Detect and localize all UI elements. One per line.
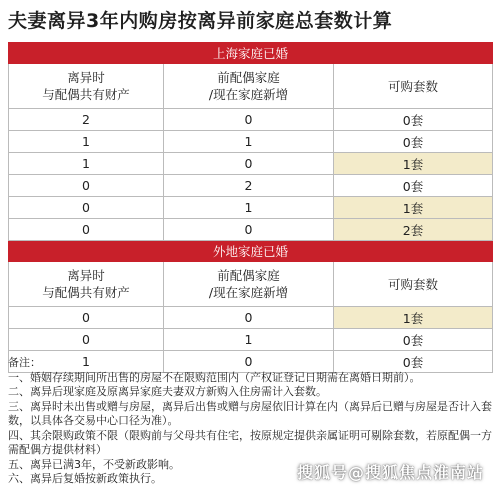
table-row: [9, 329, 493, 351]
header-new-family: 前配偶家庭 /现在家庭新增: [164, 262, 334, 307]
cell-new: 1: [164, 329, 334, 351]
note-item: 三、离异时未出售或赠与房屋，离异后出售或赠与房屋依旧计算在内（离异后已赠与房屋是否计入套数，以具体各交易中心口径为准）。: [8, 399, 492, 427]
header-joint-property: 离异时 与配偶共有财产: [9, 64, 164, 109]
table-header: [9, 64, 493, 109]
cell-joint: 1: [9, 131, 164, 153]
note-item: 一、婚姻存续期间所出售的房屋不在限购范围内（产权证登记日期需在离婚日期前）。: [8, 370, 421, 384]
cell-joint: 1: [9, 153, 164, 175]
header-new-family: 前配偶家庭 /现在家庭新增: [164, 64, 334, 109]
cell-new: 0: [164, 351, 334, 373]
cell-new: 2: [164, 175, 334, 197]
cell-joint: 0: [9, 219, 164, 241]
table-row: [9, 175, 493, 197]
note-item: 五、离异已满3年，不受新政影响。: [8, 457, 180, 471]
cell-new: 0: [164, 307, 334, 329]
cell-joint: 2: [9, 109, 164, 131]
cell-count: 0套: [334, 175, 493, 197]
cell-new: 1: [164, 131, 334, 153]
table-row: [9, 197, 493, 219]
table-row: [9, 109, 493, 131]
cell-joint: 0: [9, 197, 164, 219]
cell-count: 1套: [334, 307, 493, 329]
cell-joint: 0: [9, 307, 164, 329]
note-item: 六、离异后复婚按新政策执行。: [8, 472, 162, 485]
table-header: [9, 262, 493, 307]
cell-new: 1: [164, 197, 334, 219]
table-row: [9, 153, 493, 175]
table-row: [9, 131, 493, 153]
cell-count: 2套: [334, 219, 493, 241]
section-label: 上海家庭已婚: [9, 43, 493, 64]
cell-joint: 0: [9, 175, 164, 197]
cell-count: 0套: [334, 351, 493, 373]
section-label: 外地家庭已婚: [9, 241, 493, 262]
cell-count: 1套: [334, 153, 493, 175]
cell-new: 0: [164, 219, 334, 241]
notes-heading: 备注：: [8, 356, 41, 369]
cell-count: 1套: [334, 197, 493, 219]
section-waidi: [9, 241, 493, 262]
table-row: [9, 219, 493, 241]
cell-new: 0: [164, 109, 334, 131]
header-purchasable: 可购套数: [334, 64, 493, 109]
cell-new: 0: [164, 153, 334, 175]
cell-joint: 0: [9, 329, 164, 351]
cell-count: 0套: [334, 131, 493, 153]
page-title: 夫妻离异3年内购房按离异前家庭总套数计算: [8, 10, 393, 32]
purchase-count-table: [8, 42, 493, 373]
header-joint-property: 离异时 与配偶共有财产: [9, 262, 164, 307]
table-row: [9, 307, 493, 329]
header-purchasable: 可购套数: [334, 262, 493, 307]
watermark: 搜狐号@搜狐焦点淮南站: [296, 463, 484, 482]
cell-count: 0套: [334, 329, 493, 351]
section-shanghai: [9, 43, 493, 64]
cell-joint: 1: [9, 351, 164, 373]
note-item: 二、离异后现家庭及原离异家庭夫妻双方新购入住房需计入套数。: [8, 385, 327, 398]
cell-count: 0套: [334, 109, 493, 131]
note-item: 四、其余限购政策不限（限购前与父母共有住宅，按原规定提供亲属证明可剔除套数，若原配偶一方需配偶方提供材料）: [8, 428, 492, 456]
